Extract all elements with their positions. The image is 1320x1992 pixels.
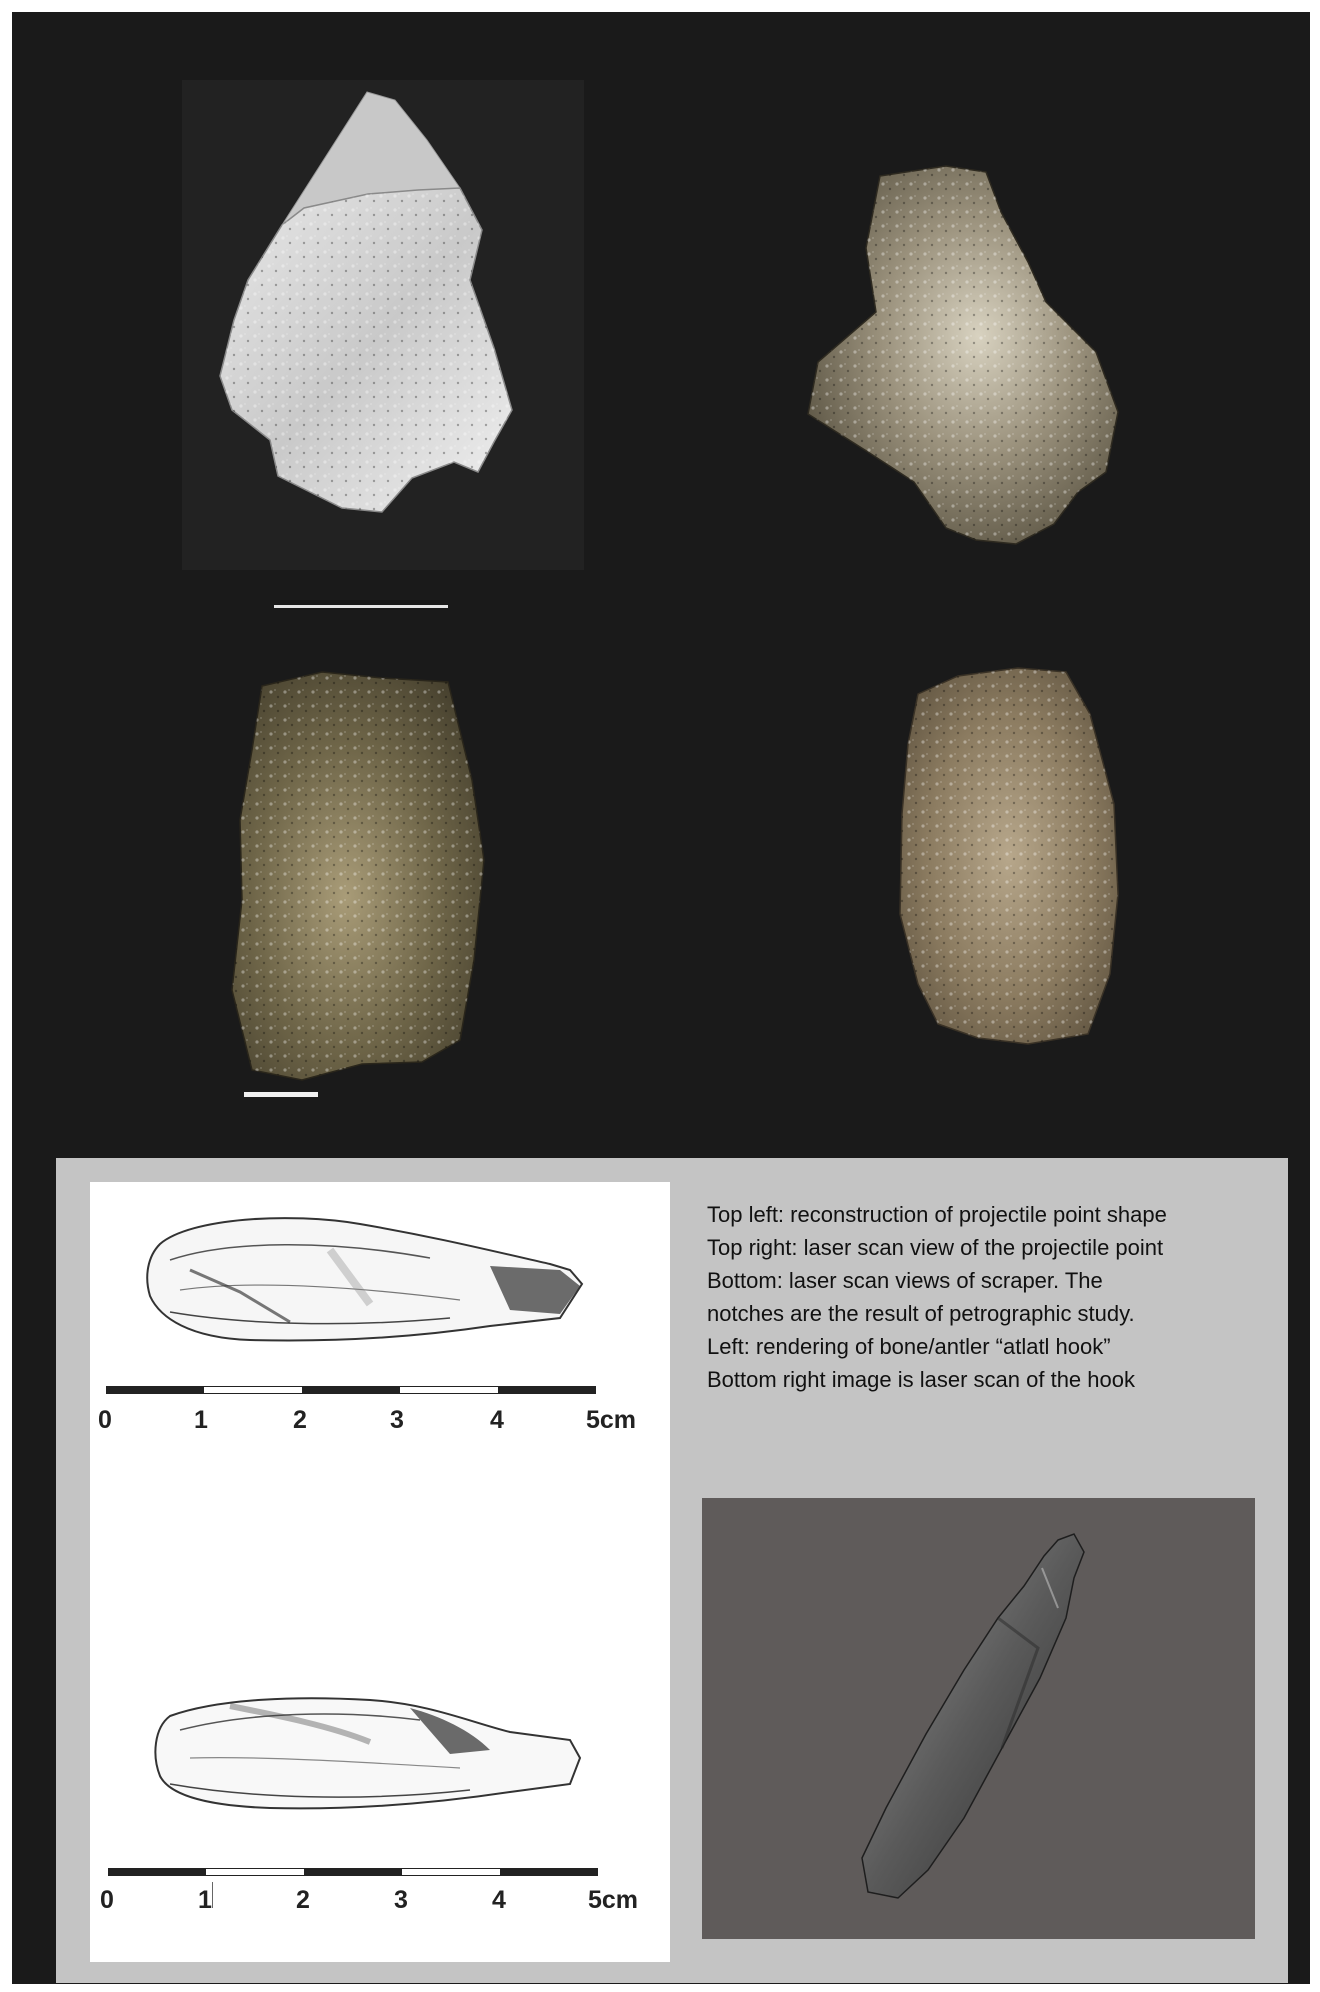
scale-bottom-label-4: 4 [492, 1886, 506, 1914]
caption-line-2: Top right: laser scan view of the projectile point [707, 1235, 1164, 1260]
scale-bottom-label-0: 0 [100, 1886, 114, 1914]
projectile-point-laser-scan [796, 152, 1136, 552]
atlatl-hook-laser-scan [702, 1498, 1255, 1939]
scale-bar-tick [212, 1882, 213, 1908]
bottom-panel [56, 1158, 1288, 1983]
scale-bottom-label-5cm: 5cm [588, 1886, 639, 1914]
scraper-laser-scan-left [212, 660, 502, 1100]
scale-bottom-label-2: 2 [296, 1886, 310, 1914]
scale-bar-top [106, 1386, 596, 1394]
caption-line-4: notches are the result of petrographic study. [707, 1301, 1135, 1326]
atlatl-hook-drawing-bottom [130, 1686, 630, 1816]
scale-bar-top-left [274, 605, 448, 608]
caption-line-1: Top left: reconstruction of projectile point shape [707, 1202, 1167, 1227]
scale-top-label-0: 0 [98, 1406, 112, 1434]
figure-frame [12, 12, 1310, 1984]
scale-top-label-2: 2 [293, 1406, 307, 1434]
scale-bar-bottom [108, 1868, 598, 1876]
scale-top-label-3: 3 [390, 1406, 404, 1434]
scale-top-label-5cm: 5cm [586, 1406, 637, 1434]
caption-line-6: Bottom right image is laser scan of the hook [707, 1367, 1135, 1392]
projectile-point-reconstruction [182, 80, 584, 570]
scale-bottom-label-1: 1 [198, 1886, 212, 1914]
figure-caption [707, 1198, 1267, 1396]
scale-top-label-4: 4 [490, 1406, 504, 1434]
atlatl-hook-drawing-top [130, 1200, 630, 1350]
atlatl-hook-drawings [90, 1182, 670, 1962]
caption-line-5: Left: rendering of bone/antler “atlatl hook” [707, 1334, 1111, 1359]
scale-bottom-label-3: 3 [394, 1886, 408, 1914]
scraper-laser-scan-right [878, 654, 1138, 1054]
caption-line-3: Bottom: laser scan views of scraper. The [707, 1268, 1103, 1293]
scale-bar-middle [244, 1092, 318, 1097]
scale-top-label-1: 1 [194, 1406, 208, 1434]
